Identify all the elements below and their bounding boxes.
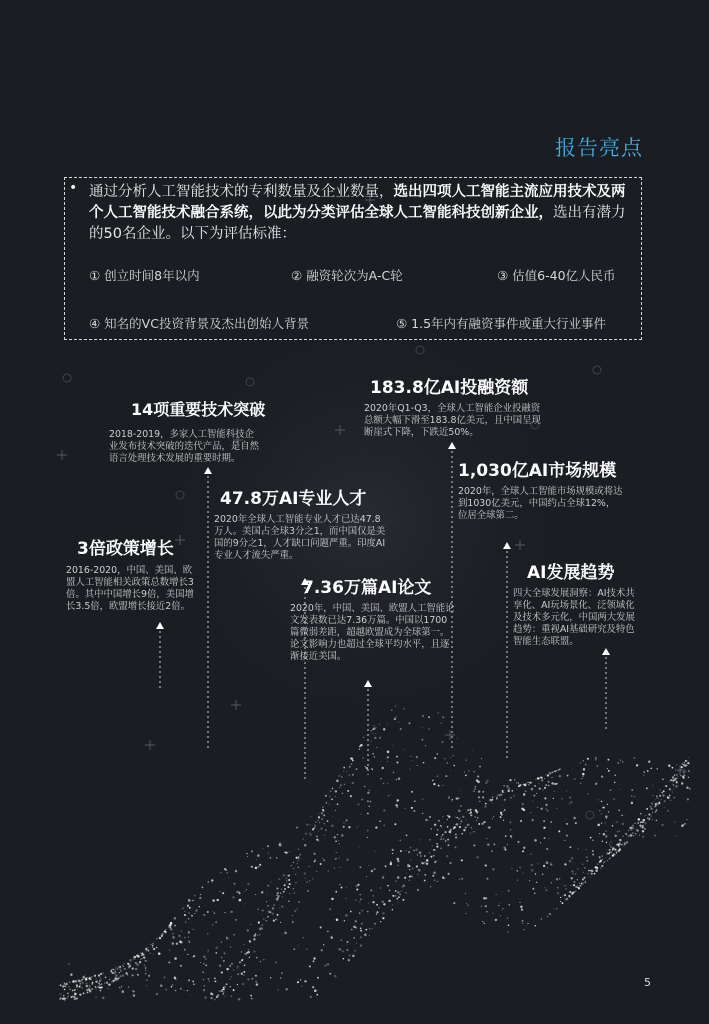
highlight-trend <box>513 558 641 648</box>
highlight-market <box>458 456 623 522</box>
criteria-intro <box>89 182 637 245</box>
criteria-box <box>64 177 642 340</box>
highlight-title: 183.8亿AI投融资额 <box>370 378 529 398</box>
page-title: 报告亮点 <box>555 136 643 160</box>
highlight-desc: 2020年全球人工智能专业人才已达47.8万人。美国占全球3分之1，而中国仅是美国的9分之1，人才缺口问题严重。印度AI专业人才流失严重。 <box>214 514 386 561</box>
highlight-desc: 2020年，全球人工智能市场规模或将达到1030亿美元，中国约占全球12%，位居全球第二。 <box>458 486 623 521</box>
highlight-title: 7.36万篇AI论文 <box>302 578 432 598</box>
page-number: 5 <box>644 976 651 989</box>
highlight-desc: 四大全球发展洞察：AI技术共享化、AI玩场景化、泛领域化及技术多元化，中国两大发展趋势：重视AI基础研究及特色智能生态联盟。 <box>513 588 635 647</box>
highlight-title: 47.8万AI专业人才 <box>220 489 367 509</box>
criterion-1: ① 创立时间8年以内 <box>89 268 200 283</box>
criterion-5: ⑤ 1.5年内有融资事件或重大行业事件 <box>396 316 607 331</box>
criterion-2: ② 融资轮次为A-C轮 <box>291 268 403 283</box>
highlight-investment <box>364 373 544 439</box>
highlight-tech <box>109 397 266 465</box>
highlight-desc: 2018-2019，多家人工智能科技企业发布技术突破的迭代产品，是自然语言处理技术发展的重要时期。 <box>109 429 260 464</box>
highlight-title: AI发展趋势 <box>527 563 615 583</box>
intro-plain: 通过分析人工智能技术的专利数量及企业数量， <box>89 184 394 200</box>
highlight-desc: 2020年，中国、美国、欧盟人工智能论文发表数已达7.36万篇。中国以1700篇微弱差距，超越欧盟成为全球第一。论文影响力也超过全球平均水平，且逐渐接近美国。 <box>290 603 455 662</box>
highlight-papers <box>290 573 455 663</box>
intro-bold: 选出四项人工智能主流应用技术及两个人工智能技术融合系统，以此为分类评估全球人工智能科技创新企业， <box>89 184 626 221</box>
highlight-title: 3倍政策增长 <box>77 539 174 559</box>
criterion-3: ③ 估值6-40亿人民币 <box>497 268 616 283</box>
highlight-title: 14项重要技术突破 <box>131 400 266 419</box>
criterion-4: ④ 知名的VC投资背景及杰出创始人背景 <box>89 316 309 331</box>
highlight-desc: 2016-2020，中国、美国、欧盟人工智能相关政策总数增长3倍。其中中国增长9倍，美国增长3.5倍，欧盟增长接近2倍。 <box>66 565 194 612</box>
highlight-talent <box>214 484 386 562</box>
highlight-desc: 2020年Q1-Q3，全球人工智能企业投融资总额大幅下滑至183.8亿美元，且中国呈现断崖式下降，下跌近50%。 <box>364 403 541 438</box>
highlight-title: 1,030亿AI市场规模 <box>458 461 617 481</box>
highlight-policy <box>66 534 201 613</box>
bullet-icon: • <box>69 180 78 196</box>
intro-tail: 选出有潜力的50名企业。以下为评估标准： <box>89 205 626 242</box>
particle-wave-decoration <box>59 706 691 1001</box>
